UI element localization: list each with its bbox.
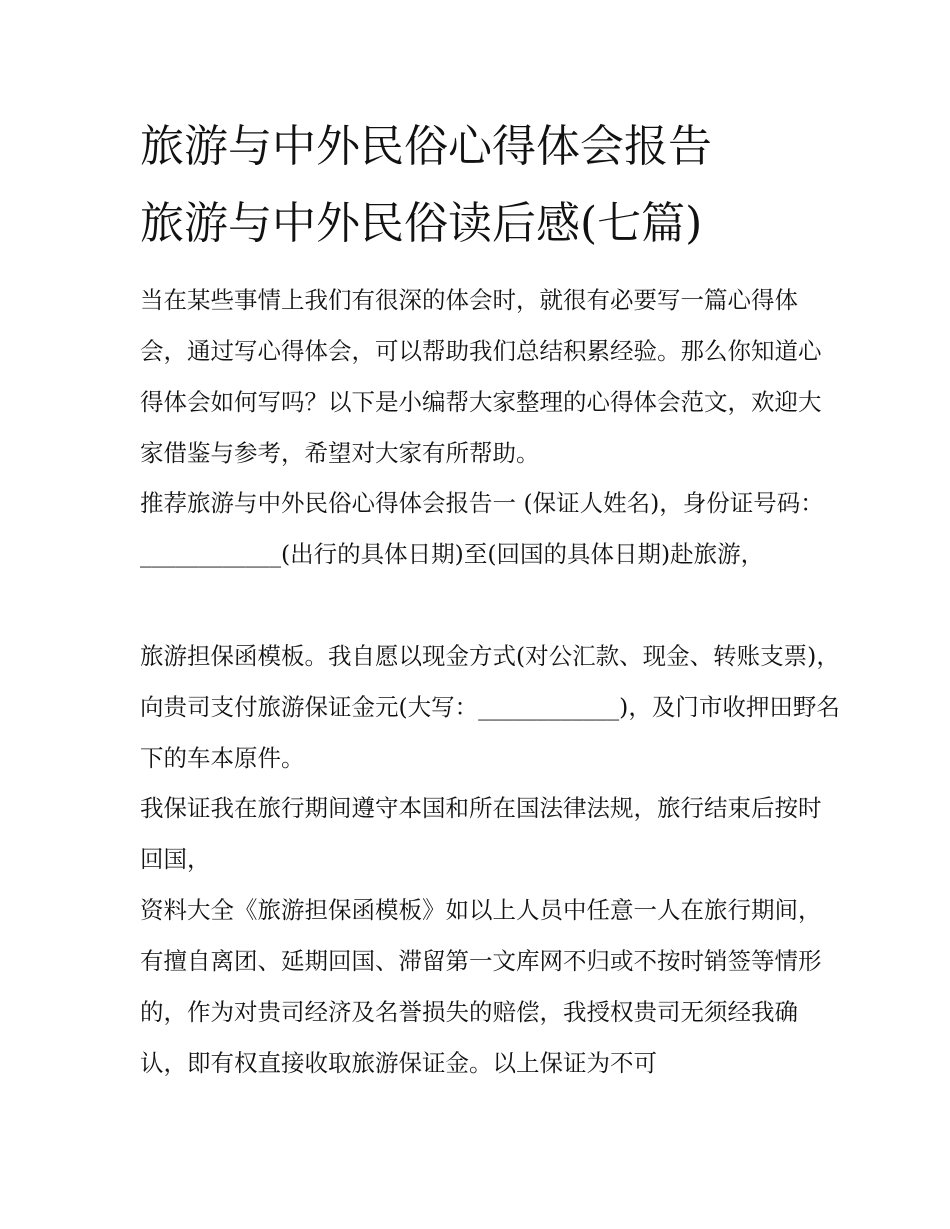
paragraph-guarantor: 推荐旅游与中外民俗心得体会报告一 (保证人姓名)，身份证号码：____________(出行的具体日期)至(回国的具体日期)赴旅游， (140, 489, 824, 568)
document-title-line-1: 旅游与中外民俗心得体会报告 (140, 121, 712, 172)
paragraph-deposit: 旅游担保函模板。我自愿以现金方式(对公汇款、现金、转账支票)，向贵司支付旅游保证金元(大写：____________)，及门市收押田野名下的车本原件。 (140, 642, 840, 772)
paragraph-compliance: 我保证我在旅行期间遵守本国和所在国法律法规，旅行结束后按时回国， (140, 794, 822, 873)
document-title-line-2: 旅游与中外民俗读后感(七篇) (140, 198, 703, 249)
paragraph-intro: 当在某些事情上我们有很深的体会时，就很有必要写一篇心得体会，通过写心得体会，可以帮助我们总结积累经验。那么你知道心得体会如何写吗？以下是小编帮大家整理的心得体会范文，欢迎大家借鉴与参考，希望对大家有所帮助。 (140, 286, 822, 467)
paragraph-liability: 资料大全《旅游担保函模板》如以上人员中任意一人在旅行期间，有擅自离团、延期回国、滞留第一文库网不归或不按时销签等情形的，作为对贵司经济及名誉损失的赔偿，我授权贵司无须经我确认，即有权直接收取旅游保证金。以上保证为不可 (140, 896, 822, 1077)
